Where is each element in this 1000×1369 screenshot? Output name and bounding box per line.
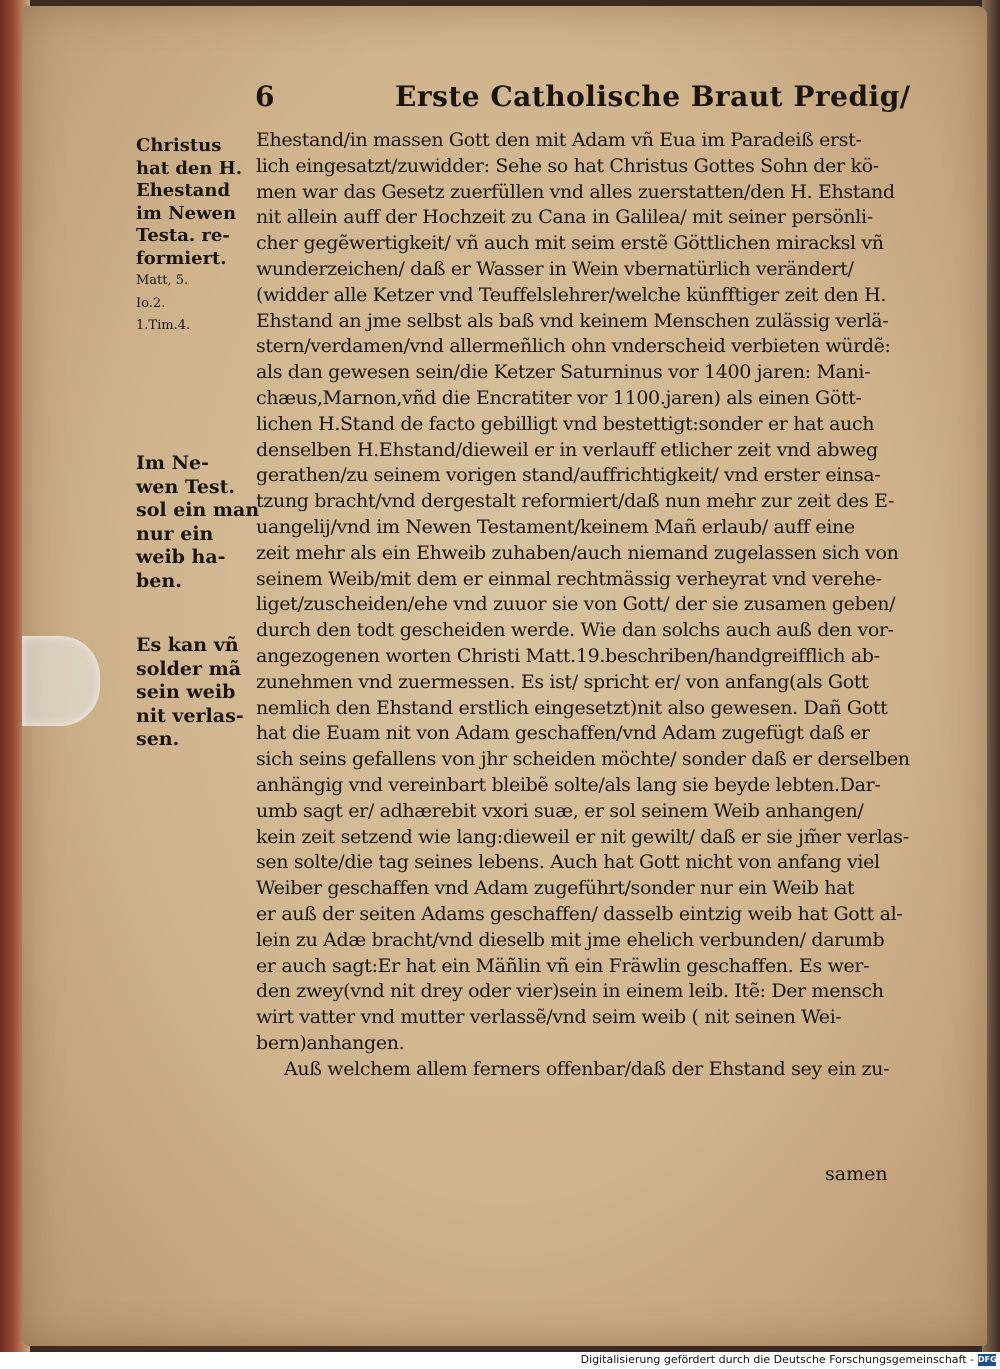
margin-reference: 1.Tim.4. <box>136 318 191 333</box>
margin-line: nit verlas- <box>136 704 244 727</box>
margin-line: Im Ne- <box>136 452 209 474</box>
text-line: den zwey(vnd nit drey oder vier)sein in einem leib. Itẽ: Der mensch <box>256 980 884 1003</box>
text-line: umb sagt er/ adhærebit vxori suæ, er sol seinem Weib anhangen/ <box>256 799 864 822</box>
text-line: sich seins gefallens von jhr scheiden möchte/ sonder daß er derselben <box>256 748 910 771</box>
text-line: lein zu Adæ bracht/vnd dieselb mit jme ehelich verbunden/ darumb <box>256 928 885 951</box>
text-line: Ehestand/in massen Gott den mit Adam vñ Eua im Paradeiß erst- <box>256 129 862 151</box>
body-text <box>256 128 956 1082</box>
margin-note-christus <box>136 135 254 338</box>
text-line: gerathen/zu seinem vorigen stand/auffrichtigkeit/ vnd erster einsa- <box>256 464 881 487</box>
text-line: seinem Weib/mit dem er einmal rechtmässig verheyrat vnd verehe- <box>256 567 882 590</box>
text-line: nemlich den Ehstand erstlich eingesetzt)nit also gewesen. Dañ Gott <box>256 696 888 719</box>
text-line: denselben H.Ehstand/dieweil er in verlauff etlicher zeit vnd abweg <box>256 438 878 461</box>
text-line: wunderzeichen/ daß er Wasser in Wein vbernatürlich verändert/ <box>256 257 854 280</box>
text-line: nit allein auff der Hochzeit zu Cana in Galilea/ mit seiner persönli- <box>256 206 873 229</box>
text-line: wirt vatter vnd mutter verlassẽ/vnd seim weib ( nit seinen Wei- <box>256 1006 842 1029</box>
margin-note-verlassen <box>136 634 254 752</box>
margin-reference: Io.2. <box>136 295 166 311</box>
footer-bar <box>0 1352 1000 1369</box>
margin-line: Ehestand <box>136 180 231 201</box>
margin-line: weib ha- <box>136 546 226 568</box>
page-clip <box>22 636 100 726</box>
margin-line: nur ein <box>136 522 214 545</box>
text-line: men war das Gesetz zuerfüllen vnd alles zuerstatten/den H. Ehstand <box>256 180 895 203</box>
text-line: lich eingesatzt/zuwidder: Sehe so hat Christus Gottes Sohn der kö- <box>256 154 879 177</box>
text-line: tzung bracht/vnd dergestalt reformiert/daß nun mehr zur zeit des E- <box>256 490 895 513</box>
margin-reference: Matt, 5. <box>136 273 189 288</box>
text-line: er auß der seiten Adams geschaffen/ dasselb eintzig weib hat Gott al- <box>256 902 903 925</box>
margin-note-newen-test <box>136 452 260 593</box>
margin-line: sein weib <box>136 681 236 703</box>
text-line: er auch sagt:Er hat ein Mäñlin vñ ein Fräwlin geschaffen. Es wer- <box>256 954 870 977</box>
text-line: kein zeit setzend wie lang:dieweil er nit gewilt/ daß er sie jm̃er verlas- <box>256 825 909 848</box>
margin-line: wen Test. <box>136 475 236 498</box>
margin-line: solder mã <box>136 657 242 680</box>
margin-line: Es kan vñ <box>136 634 239 656</box>
text-line: zunehmen vnd zuermessen. Es ist/ spricht er/ von anfang(als Gott <box>256 670 869 693</box>
text-line: lichen H.Stand de facto gebilligt vnd bestettigt:sonder er hat auch <box>256 412 875 435</box>
text-line: bern)anhangen. <box>256 1031 405 1054</box>
text-line: Weiber geschaffen vnd Adam zugeführt/sonder nur ein Weib hat <box>256 877 855 900</box>
margin-line: Christus <box>136 135 222 156</box>
text-line: Auß welchem allem ferners offenbar/daß der Ehstand sey ein zu- <box>284 1057 890 1080</box>
margin-line: im Newen <box>136 202 237 224</box>
funding-credit: Digitalisierung gefördert durch die Deutsche Forschungsgemeinschaft - <box>580 1353 974 1366</box>
text-line: Ehstand an jme selbst als baß vnd keinem Menschen zulässig verlä- <box>256 309 889 332</box>
text-line: cher gegẽwertigkeit/ vñ auch mit seim erstẽ Göttlichen miracksl vñ <box>256 232 884 255</box>
text-line: zeit mehr als ein Ehweib zuhaben/auch niemand zugelassen sich von <box>256 541 899 564</box>
margin-line: hat den H. <box>136 157 242 179</box>
text-line: stern/verdamen/vnd allermeñlich ohn vnderscheid verbieten würdẽ: <box>256 335 891 358</box>
margin-line: sol ein man <box>136 499 260 521</box>
page-number: 6 <box>255 80 275 113</box>
text-line: angezogenen worten Christi Matt.19.beschriben/handgreifflich ab- <box>256 644 880 667</box>
margin-line: Testa. re- <box>136 225 230 246</box>
page-header <box>255 80 955 120</box>
running-title: Erste Catholische Braut Predig/ <box>395 80 911 113</box>
margin-line: formiert. <box>136 247 227 269</box>
text-line: chæus,Marnon,vñd die Encratiter vor 1100.jaren) als einen Gött- <box>256 386 862 409</box>
text-line: hat die Euam nit von Adam geschaffen/vnd Adam zugefügt daß er <box>256 722 870 745</box>
dfg-logo: DFG <box>978 1355 997 1364</box>
text-line: anhängig vnd vereinbart bleibẽ solte/als lang sie beyde lebten.Dar- <box>256 773 881 796</box>
text-line: durch den todt gescheiden werde. Wie dan solchs auch auß den vor- <box>256 619 894 642</box>
text-line: als dan gewesen sein/die Ketzer Saturninus vor 1400 jaren: Mani- <box>256 361 871 384</box>
margin-line: sen. <box>136 728 180 750</box>
text-line: (widder alle Ketzer vnd Teuffelslehrer/welche künfftiger zeit den H. <box>256 283 887 306</box>
margin-line: ben. <box>136 569 182 592</box>
text-line: liget/zuscheiden/ehe vnd zuuor sie von Gott/ der sie zusamen geben/ <box>256 593 896 616</box>
text-line: sen solte/die tag seines lebens. Auch hat Gott nicht von anfang viel <box>256 851 880 874</box>
text-line: uangelij/vnd im Newen Testament/keinem Mañ erlaub/ auff eine <box>256 515 855 538</box>
catchword: samen <box>825 1163 888 1185</box>
